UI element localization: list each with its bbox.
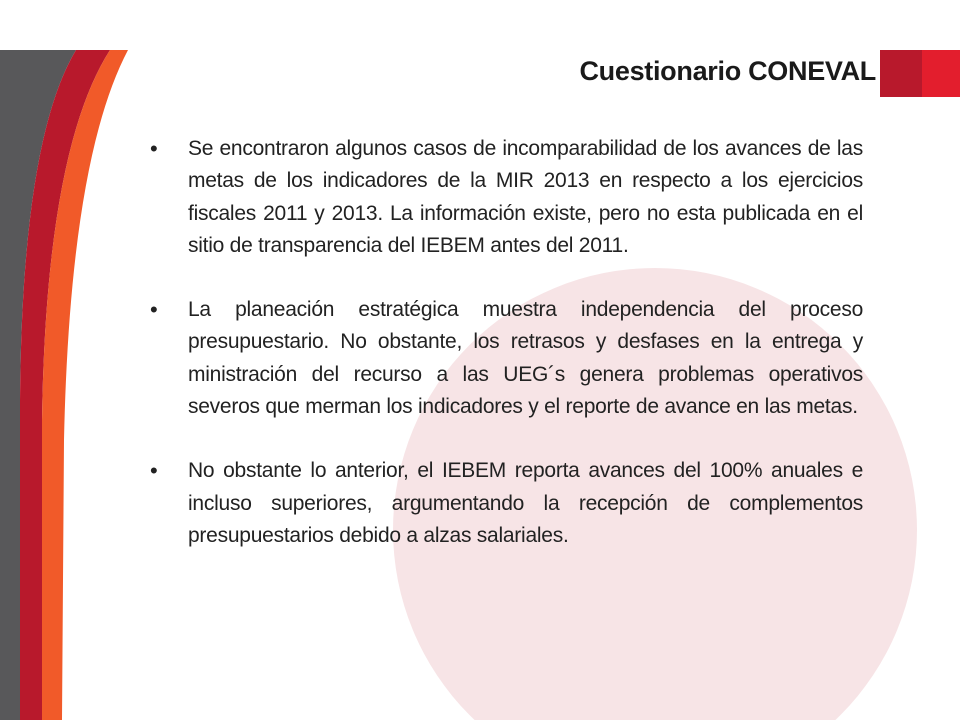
slide-title: Cuestionario CONEVAL <box>579 56 876 86</box>
bullet-item <box>150 133 863 262</box>
bullet-icon: • <box>150 297 158 323</box>
bullet-icon: • <box>150 458 158 484</box>
bullet-icon: • <box>150 136 158 161</box>
accent-dark-red <box>880 50 922 97</box>
bullet-item <box>150 294 863 423</box>
bullet-item <box>150 455 863 552</box>
bullet-text: No obstante lo anterior, el IEBEM reporta avances del 100% anuales e incluso superiores, argumentando la recepción de complementos presupuestarios debido a alzas salariales. <box>188 459 863 547</box>
accent-bright-red <box>922 50 960 97</box>
bullet-text: La planeación estratégica muestra independencia del proceso presupuestario. No obstante, los retrasos y desfases en la entrega y ministración del recurso a las UEG´s genera problemas operativos severos que merman los indicadores y el reporte de avance en las metas. <box>188 298 863 419</box>
bullet-text: Se encontraron algunos casos de incomparabilidad de los avances de las metas de los indicadores de la MIR 2013 en respecto a los ejercicios fiscales 2011 y 2013. La información existe, pero no esta publicada en el sitio de transparencia del IEBEM antes del 2011. <box>188 137 863 257</box>
title-accent-block <box>880 50 960 97</box>
bullet-list <box>150 133 863 584</box>
